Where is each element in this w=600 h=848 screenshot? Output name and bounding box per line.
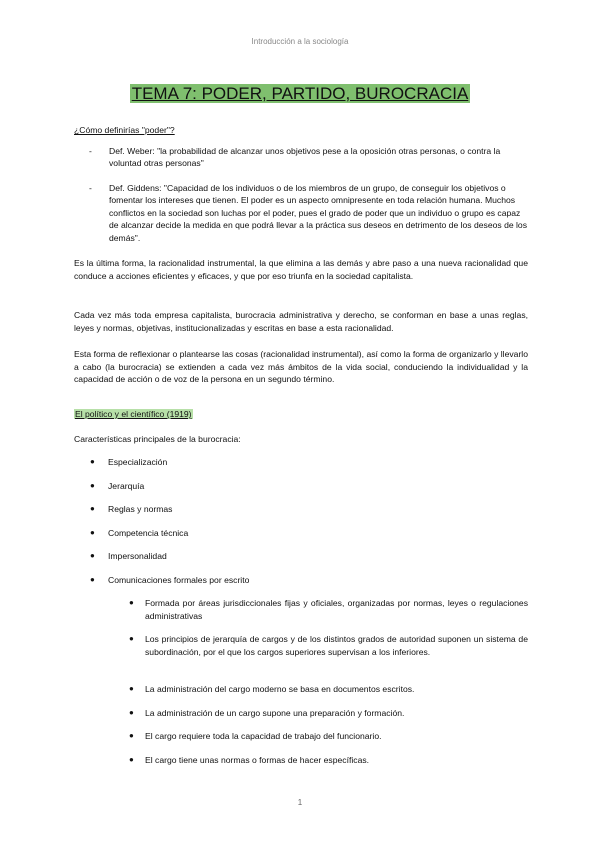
bullet-dot: ●	[90, 551, 95, 560]
paragraph-1: Es la última forma, la racionalidad instrumental, la que elimina a las demás y abre paso a una nueva racionalidad que conduce a acciones eficientes y eficaces, y que por eso triunfa en la sociedad capitalista.	[74, 258, 528, 281]
sub-bullet-item	[130, 707, 528, 720]
paragraph-3: Esta forma de reflexionar o plantearse las cosas (racionalidad instrumental), así como la forma de organizarlo y llevarlo a cabo (la burocracia) se extienden a cada vez más ámbitos de la vida social, conduciendo la individualidad y la capacidad de acción o de voz de la persona en un segundo término.	[74, 349, 528, 385]
paragraph-2: Cada vez más toda empresa capitalista, burocracia administrativa y derecho, se conforman en base a unas reglas, leyes y normas, objetivas, institucionalizadas y escritas en base a esta racionalidad.	[74, 310, 528, 333]
bullet-item	[92, 456, 167, 468]
document-title: TEMA 7: PODER, PARTIDO, BUROCRACIA	[131, 84, 469, 103]
definition-item-weber	[90, 145, 528, 170]
dash-marker: -	[89, 183, 92, 193]
definition-text: Def. Giddens: "Capacidad de los individuos o de los miembros de un grupo, de conseguir los objetivos o fomentar los intereses que tienen. El poder es un aspecto omnipresente en toda relación humana. Muchos conflictos en la sociedad son luchas por el poder, pues el grado de poder que un individuo o grupo es capaz de alcanzar decide la medida en que podrá llevar a la práctica sus deseos en detrimento de los deseos de los demás".	[109, 183, 528, 243]
bullet-dot: ●	[90, 457, 95, 466]
definition-text: Def. Weber: "la probabilidad de alcanzar unos objetivos pese a la oposición otras personas, o contra la voluntad otras personas"	[109, 146, 501, 169]
dash-marker: -	[89, 146, 92, 156]
question-heading	[74, 124, 528, 137]
sub-bullet-text: El cargo tiene unas normas o formas de hacer específicas.	[145, 755, 370, 765]
bullet-item	[92, 527, 188, 539]
bullet-dot: ●	[129, 755, 134, 764]
bullet-text: Comunicaciones formales por escrito	[108, 575, 250, 585]
sub-bullet-item	[130, 730, 528, 743]
bullet-text: Competencia técnica	[108, 528, 189, 538]
section-heading	[74, 408, 528, 421]
sub-bullet-text: El cargo requiere toda la capacidad de trabajo del funcionario.	[145, 731, 382, 741]
bullet-dot: ●	[129, 634, 134, 643]
sub-bullet-item	[130, 683, 528, 696]
sub-bullet-text: La administración del cargo moderno se basa en documentos escritos.	[145, 684, 415, 694]
intro-text: Características principales de la burocracia:	[74, 434, 241, 444]
bullet-dot: ●	[90, 575, 95, 584]
bullet-dot: ●	[90, 528, 95, 537]
sub-bullet-item	[130, 597, 528, 622]
sub-bullet-text: La administración de un cargo supone una preparación y formación.	[145, 708, 405, 718]
bullet-text: Reglas y normas	[108, 504, 173, 514]
sub-bullet-text: Los principios de jerarquía de cargos y de los distintos grados de autoridad suponen un sistema de subordinación, por el que los cargos superiores supervisan a los inferiores.	[145, 634, 528, 657]
section-heading-text: El político y el científico (1919)	[75, 409, 192, 419]
bullet-dot: ●	[129, 731, 134, 740]
bullet-item	[92, 574, 249, 586]
bullet-item	[92, 503, 172, 515]
definition-item-giddens	[90, 182, 528, 244]
running-header: Introducción a la sociología	[251, 37, 349, 46]
question-text: ¿Cómo definirías "poder"?	[74, 125, 175, 135]
bullet-dot: ●	[129, 684, 134, 693]
bullet-dot: ●	[129, 598, 134, 607]
bullet-dot: ●	[90, 481, 95, 490]
bullet-text: Impersonalidad	[108, 551, 167, 561]
bullet-dot: ●	[129, 708, 134, 717]
bullet-dot: ●	[90, 504, 95, 513]
sub-bullet-item	[130, 754, 528, 767]
sub-bullet-text: Formada por áreas jurisdiccionales fijas y oficiales, organizadas por normas, leyes o regulaciones administrativas	[145, 598, 528, 621]
bullet-text: Especialización	[108, 457, 168, 467]
sub-bullet-item	[130, 633, 528, 658]
title-container	[0, 84, 600, 104]
bullet-text: Jerarquía	[108, 481, 145, 491]
bullet-item	[92, 550, 167, 562]
bullet-item	[92, 480, 144, 492]
page-number: 1	[297, 798, 303, 807]
